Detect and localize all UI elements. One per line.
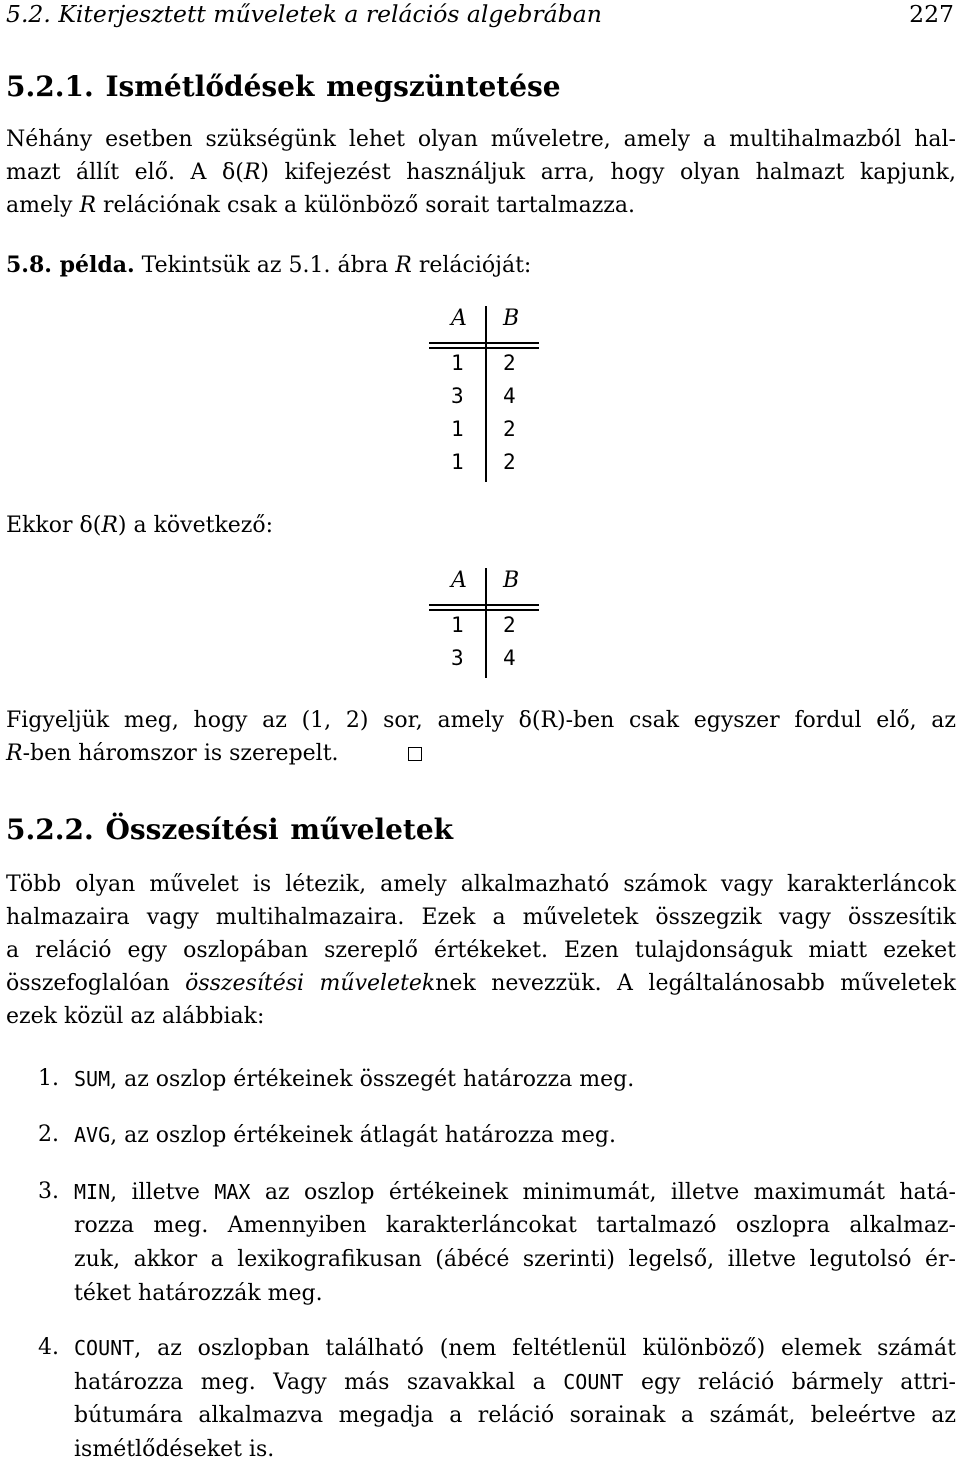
list-line: rozza meg. Amennyiben karakterláncokat tartalmazó oszlopra alkalmaz- xyxy=(74,1213,956,1238)
paragraph-line: halmazaira vagy multihalmazaira. Ezek a műveletek összegzik vagy összesítik xyxy=(6,905,956,930)
table-cell: 2 xyxy=(503,417,516,441)
text-span: , az oszlopban található (nem feltétlenül különböző) elemek számát xyxy=(134,1336,956,1361)
section-heading-1: 5.2.1. Ismétlődések megszüntetése xyxy=(6,70,561,103)
intro-paragraph xyxy=(6,123,956,222)
list-item xyxy=(6,1331,956,1467)
list-line: zuk, akkor a lexikografikusan (ábécé szerinti) legelső, illetve legutolsó ér- xyxy=(74,1247,956,1272)
list-item-body xyxy=(74,1118,956,1153)
table-cell: 4 xyxy=(503,646,516,670)
column-separator xyxy=(485,306,487,482)
text-span: határozza meg. Vagy más szavakkal a xyxy=(74,1370,564,1395)
note-paragraph xyxy=(6,704,956,770)
paragraph-line: Néhány esetben szükségünk lehet olyan műveletre, amely a multihalmazból hal- xyxy=(6,127,956,152)
code-keyword: SUM xyxy=(74,1067,111,1091)
text-span: relációnak csak a különböző sorait tartalmazza. xyxy=(96,193,635,218)
list-line: ismétlődéseket is. xyxy=(74,1437,275,1462)
paragraph-line: a reláció egy oszlopában szereplő értékeket. Ezen tulajdonságuk miatt ezeket xyxy=(6,938,956,963)
table-cell: 1 xyxy=(451,351,464,375)
column-header-a: A xyxy=(451,306,467,331)
table-cell: 2 xyxy=(503,450,516,474)
column-header-b: B xyxy=(503,568,520,593)
ekkor-line xyxy=(6,509,956,542)
text-span: Ekkor δ( xyxy=(6,513,102,538)
paragraph-line: Több olyan művelet is létezik, amely alkalmazható számok vagy karakterláncok xyxy=(6,872,956,897)
math-var: R xyxy=(79,193,97,218)
emphasis-term: összesítési műveletek xyxy=(185,971,436,996)
table-cell: 1 xyxy=(451,450,464,474)
paragraph-line xyxy=(6,967,956,1000)
text-span: , az oszlop értékeinek átlagát határozza meg. xyxy=(110,1123,616,1148)
code-keyword: MIN xyxy=(74,1180,111,1204)
table-cell: 1 xyxy=(451,613,464,637)
text-span: -ben háromszor is szerepelt. xyxy=(22,741,339,766)
aggregation-paragraph xyxy=(6,868,956,1033)
header-rule xyxy=(429,604,539,606)
text-span: az oszlop értékeinek minimumát, illetve maximumát hatá- xyxy=(250,1180,956,1205)
column-separator xyxy=(485,568,487,678)
list-item-body xyxy=(74,1062,956,1097)
text-span: , illetve xyxy=(110,1180,215,1205)
paragraph-line: Figyeljük meg, hogy az (1, 2) sor, amely δ(R)-ben csak egyszer fordul elő, az xyxy=(6,708,956,733)
list-line: téket határozzák meg. xyxy=(74,1281,323,1306)
text-span: mazt állít elő. A δ( xyxy=(6,160,244,185)
list-number: 4. xyxy=(38,1335,59,1360)
table-cell: 2 xyxy=(503,613,516,637)
paragraph-line xyxy=(6,737,956,770)
text-span: Tekintsük az 5.1. ábra xyxy=(134,253,396,278)
code-keyword: COUNT xyxy=(563,1370,624,1394)
running-head-title: 5.2. Kiterjesztett műveletek a relációs algebrában xyxy=(6,0,602,28)
code-keyword: MAX xyxy=(214,1180,251,1204)
text-span: relációját: xyxy=(411,253,532,278)
math-var: R xyxy=(395,253,412,278)
text-span: összefoglalóan xyxy=(6,971,186,996)
list-number: 1. xyxy=(38,1066,59,1091)
text-span: ) a következő: xyxy=(117,513,274,538)
list-item-body xyxy=(74,1175,956,1311)
table-cell: 3 xyxy=(451,646,464,670)
header-rule xyxy=(429,342,539,344)
example-line xyxy=(6,249,956,282)
list-item xyxy=(6,1175,956,1311)
math-var: R xyxy=(6,741,23,766)
list-line xyxy=(74,1365,956,1399)
page-number: 227 xyxy=(909,0,954,28)
paragraph-line xyxy=(6,509,956,542)
code-keyword: AVG xyxy=(74,1123,111,1147)
column-header-b: B xyxy=(503,306,520,331)
list-item xyxy=(6,1118,956,1152)
table-cell: 2 xyxy=(503,351,516,375)
list-line xyxy=(74,1175,956,1209)
text-span: , az oszlop értékeinek összegét határozza meg. xyxy=(110,1067,635,1092)
running-head xyxy=(6,0,956,30)
table-cell: 1 xyxy=(451,417,464,441)
list-number: 2. xyxy=(38,1122,59,1147)
list-item-body xyxy=(74,1331,956,1467)
paragraph-line xyxy=(6,189,956,222)
text-span: egy reláció bármely attri- xyxy=(623,1370,956,1395)
table-cell: 4 xyxy=(503,384,516,408)
math-var: R xyxy=(243,160,261,185)
text-span: amely xyxy=(6,193,80,218)
header-rule xyxy=(429,609,539,611)
qed-square-icon xyxy=(408,747,422,761)
text-span: ) kifejezést használjuk arra, hogy olyan halmazt kapjunk, xyxy=(260,160,956,185)
list-line xyxy=(74,1331,956,1365)
list-item xyxy=(6,1062,956,1096)
relation-table-delta-r xyxy=(429,568,541,683)
example-label: 5.8. példa. xyxy=(6,252,135,278)
paragraph-line xyxy=(6,249,956,282)
list-line: bútumára alkalmazva megadja a reláció sorainak a számát, beleértve az xyxy=(74,1403,956,1428)
code-keyword: COUNT xyxy=(74,1336,135,1360)
header-rule xyxy=(429,347,539,349)
text-span: nek nevezzük. A legáltalánosabb műveletek xyxy=(435,971,956,996)
column-header-a: A xyxy=(451,568,467,593)
table-cell: 3 xyxy=(451,384,464,408)
paragraph-line xyxy=(6,156,956,189)
section-heading-2: 5.2.2. Összesítési műveletek xyxy=(6,813,454,846)
paragraph-line: ezek közül az alábbiak: xyxy=(6,1004,265,1029)
math-var: R xyxy=(101,513,118,538)
relation-table-r xyxy=(429,306,541,486)
list-number: 3. xyxy=(38,1179,59,1204)
